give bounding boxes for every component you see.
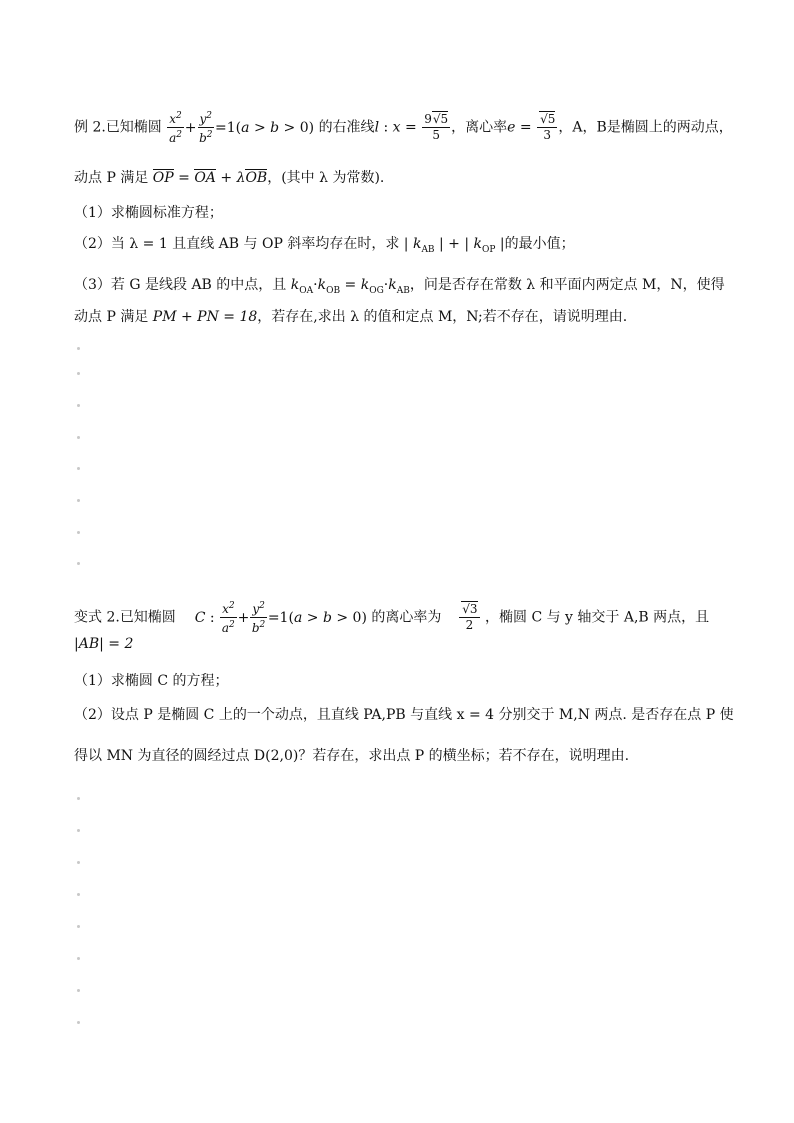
blank-dot xyxy=(77,531,80,534)
variant-question-2-line-2: 得以 MN 为直径的圆经过点 D(2,0)？若存在，求出点 P 的横坐标；若不存在，说明理由. xyxy=(74,748,630,764)
blank-dot xyxy=(77,829,80,832)
blank-dot xyxy=(77,436,80,439)
example-text: 动点 P 满足 xyxy=(74,170,149,186)
blank-dot xyxy=(77,957,80,960)
blank-dot xyxy=(77,925,80,928)
example-text: ，离心率 xyxy=(451,119,508,136)
ellipse-equation: $\frac{x^2}{a^2}$ + $\frac{y^2}{b^2}$ =1(a > b > 0) xyxy=(169,111,319,145)
question-text: ，问是否存在常数 λ 和平面内两定点 M，N，使得 xyxy=(409,277,725,293)
blank-dot xyxy=(77,347,80,350)
example-question-1: （1）求椭圆标准方程； xyxy=(74,205,223,221)
example-question-3-line-2 xyxy=(74,307,627,327)
blank-dot xyxy=(77,989,80,992)
question-text: 动点 P 满足 xyxy=(74,309,149,325)
variant-text: 已知椭圆 xyxy=(119,609,176,626)
variant-line-1 xyxy=(74,600,709,635)
blank-dot xyxy=(77,893,80,896)
question-text: 的最小值； xyxy=(504,236,575,252)
blank-dot xyxy=(77,1021,80,1024)
directrix-equation: l xyxy=(374,119,380,136)
variant-label: 变式 2. xyxy=(74,609,120,626)
blank-dot xyxy=(77,562,80,565)
example-text: ，(其中 λ 为常数). xyxy=(267,170,385,186)
example-line-1: 例 2.已知椭圆 $\frac{x^2}{a^2}$ + $\frac{y^2}{b^2}$ =1(a > b > 0) 的右准线l : x = $\frac{9√5}{5}$ ，离心率e = $\frac{√5}{3}$ ，A，B是椭圆上的两动点， xyxy=(74,111,733,145)
eccentricity: e xyxy=(507,119,516,136)
blank-dot xyxy=(77,372,80,375)
example-text: ，A，B是椭圆上的两动点， xyxy=(558,119,733,136)
example-label: 例 2. xyxy=(74,119,106,136)
variant-text: 的离心率为 xyxy=(371,609,442,626)
variant-eccentricity: $\frac{√3}{2}$ xyxy=(458,610,480,626)
variant-question-1: （1）求椭圆 C 的方程； xyxy=(74,673,229,689)
variant-text: ，椭圆 C 与 y 轴交于 A,B 两点，且 xyxy=(485,609,710,626)
question-text: ，若存在,求出 λ 的值和定点 M，N;若不存在，请说明理由. xyxy=(257,309,628,325)
blank-dot xyxy=(77,797,80,800)
example-text: 的右准线 xyxy=(318,119,375,136)
example-line-2 xyxy=(74,168,384,188)
variant-ellipse-equation: C : $\frac{x^2}{a^2}$ + $\frac{y^2}{b^2}$ =1(a > b > 0) xyxy=(194,601,367,635)
variant-question-2: （2）设点 P 是椭圆 C 上的一个动点，且直线 PA,PB 与直线 x = 4 分别交于 M,N 两点. 是否存在点 P 使 xyxy=(74,707,734,723)
ab-length: |AB| = 2 xyxy=(74,636,134,652)
slope-expression: | $k_{AB}$ | + | $k_{OP}$ | xyxy=(403,236,505,255)
blank-dot xyxy=(77,861,80,864)
question-text: （3）若 G 是线段 AB 的中点，且 xyxy=(74,277,287,293)
example-question-2 xyxy=(74,234,575,260)
question-text: （2）当 λ = 1 且直线 AB 与 OP 斜率均存在时，求 xyxy=(74,236,400,252)
slope-product-equation: $k_{OA}\cdot k_{OB} = k_{OG}\cdot k_{AB}$ xyxy=(290,277,410,296)
blank-dot xyxy=(77,499,80,502)
variant-line-2 xyxy=(74,634,133,654)
blank-dot xyxy=(77,467,80,470)
distance-sum-equation: PM + PN = 18 xyxy=(152,309,258,325)
example-text: 已知椭圆 xyxy=(105,119,162,136)
vector-equation: OP = OA + λOB xyxy=(152,170,268,186)
blank-dot xyxy=(77,404,80,407)
example-question-3 xyxy=(74,275,725,301)
